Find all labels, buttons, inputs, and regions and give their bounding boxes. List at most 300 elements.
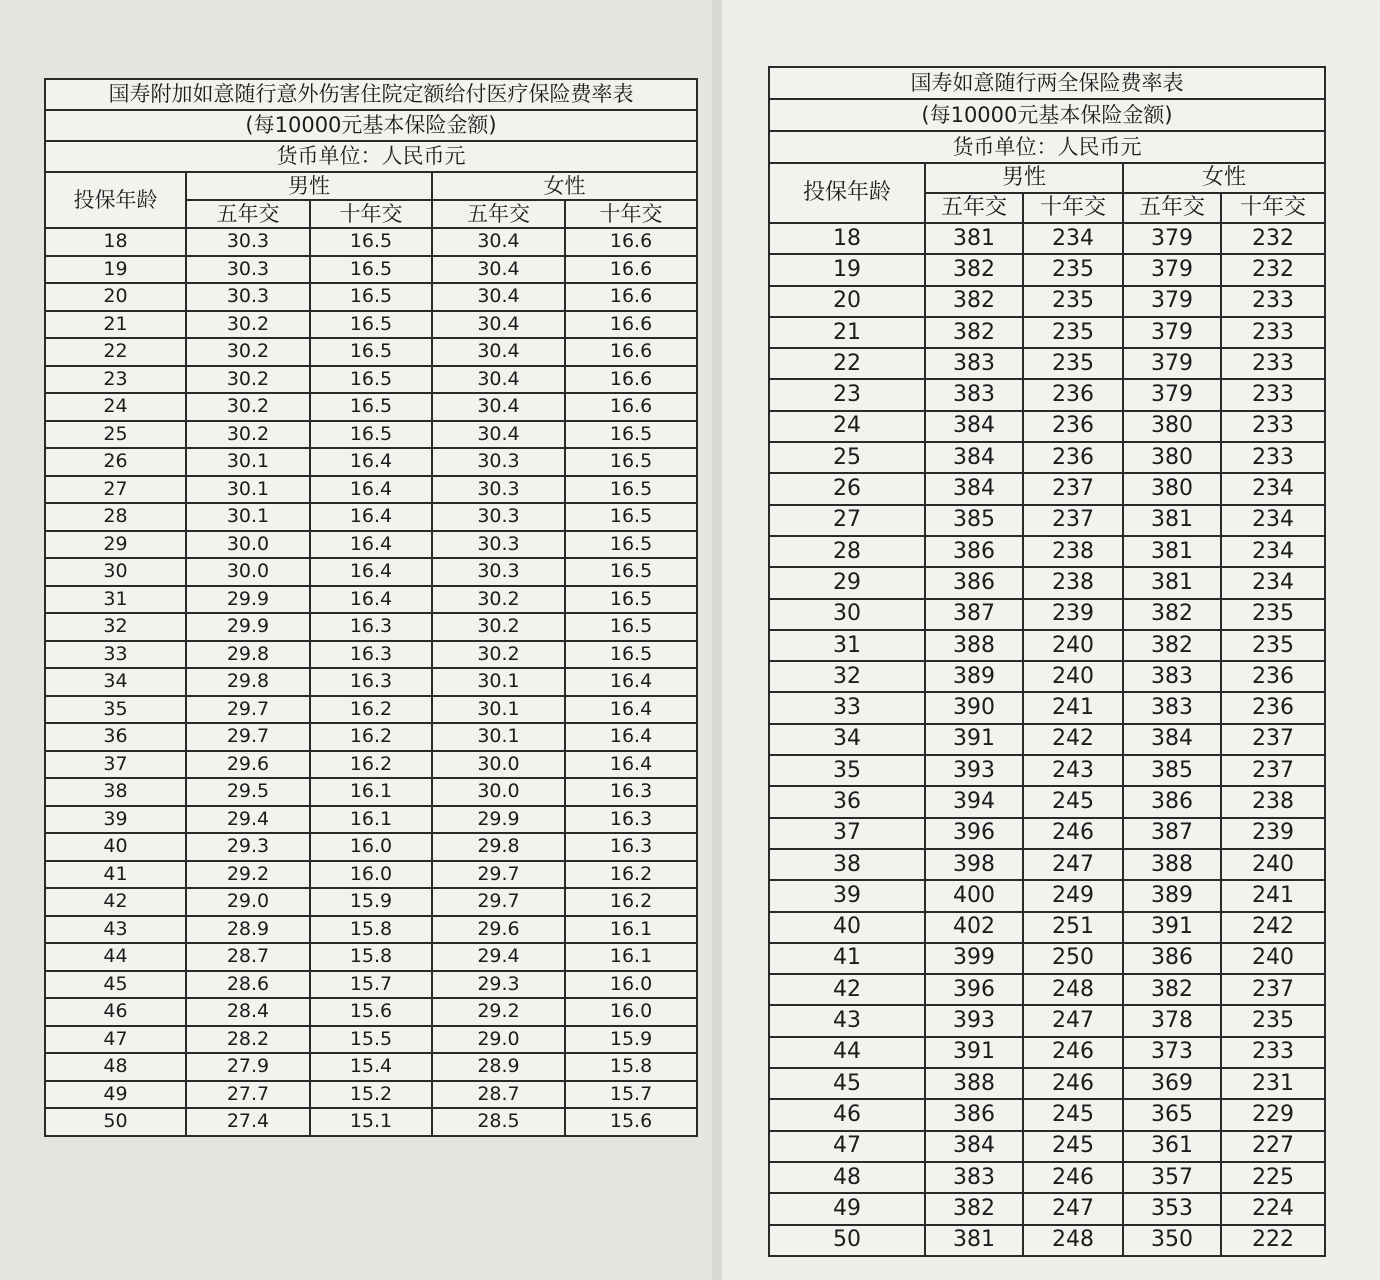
male-ten-year-cell: 16.3 xyxy=(310,668,432,696)
table-row xyxy=(769,818,1325,849)
female-ten-year-cell: 232 xyxy=(1221,223,1325,254)
table-row xyxy=(45,448,697,476)
female-ten-year-cell: 15.7 xyxy=(565,1081,697,1109)
table-row xyxy=(45,916,697,944)
female-ten-year-cell: 15.9 xyxy=(565,1026,697,1054)
male-five-year-cell: 386 xyxy=(925,567,1023,598)
table-row xyxy=(45,971,697,999)
table-row xyxy=(769,849,1325,880)
table-row xyxy=(45,888,697,916)
female-ten-year-cell: 16.4 xyxy=(565,696,697,724)
table-row xyxy=(45,421,697,449)
male-ten-year-cell: 15.5 xyxy=(310,1026,432,1054)
table-row xyxy=(769,786,1325,817)
female-header: 女性 xyxy=(432,172,697,200)
female-five-year-cell: 30.4 xyxy=(432,421,565,449)
female-ten-year-cell: 16.5 xyxy=(565,503,697,531)
male-header: 男性 xyxy=(925,163,1123,193)
male-five-year-cell: 388 xyxy=(925,630,1023,661)
age-cell: 34 xyxy=(769,724,925,755)
table-row xyxy=(45,476,697,504)
male-five-year-cell: 29.4 xyxy=(186,806,310,834)
female-five-year-cell: 378 xyxy=(1123,1005,1221,1036)
male-ten-year-cell: 249 xyxy=(1023,880,1123,911)
male-ten-year-cell: 16.3 xyxy=(310,613,432,641)
female-ten-year-cell: 16.5 xyxy=(565,613,697,641)
male-ten-year-cell: 16.1 xyxy=(310,806,432,834)
age-cell: 37 xyxy=(45,751,186,779)
female-ten-year-cell: 231 xyxy=(1221,1068,1325,1099)
table-row xyxy=(45,311,697,339)
table-row xyxy=(45,641,697,669)
female-five-year-cell: 30.0 xyxy=(432,778,565,806)
table-row xyxy=(769,379,1325,410)
female-ten-year-cell: 240 xyxy=(1221,849,1325,880)
table-row xyxy=(769,692,1325,723)
table-title: 国寿附加如意随行意外伤害住院定额给付医疗保险费率表 xyxy=(45,79,697,110)
table-row xyxy=(769,411,1325,442)
female-five-year-cell: 361 xyxy=(1123,1131,1221,1162)
female-ten-year-cell: 237 xyxy=(1221,974,1325,1005)
female-ten-year-cell: 16.3 xyxy=(565,778,697,806)
male-five-year-cell: 30.2 xyxy=(186,393,310,421)
female-ten-year-cell: 16.6 xyxy=(565,311,697,339)
age-cell: 22 xyxy=(769,348,925,379)
female-five-year-cell: 385 xyxy=(1123,755,1221,786)
female-five-year-cell: 379 xyxy=(1123,348,1221,379)
age-cell: 49 xyxy=(769,1193,925,1224)
female-ten-year-cell: 16.2 xyxy=(565,861,697,889)
male-five-year-cell: 30.1 xyxy=(186,448,310,476)
male-ten-year-cell: 251 xyxy=(1023,912,1123,943)
table-row xyxy=(769,661,1325,692)
female-ten-year-cell: 224 xyxy=(1221,1193,1325,1224)
age-cell: 37 xyxy=(769,818,925,849)
table-row xyxy=(769,912,1325,943)
age-cell: 36 xyxy=(769,786,925,817)
age-header: 投保年龄 xyxy=(45,172,186,228)
male-five-year-cell: 30.0 xyxy=(186,558,310,586)
age-cell: 36 xyxy=(45,723,186,751)
table-row xyxy=(769,317,1325,348)
female-ten-year-cell: 233 xyxy=(1221,1037,1325,1068)
female-five-year-cell: 30.2 xyxy=(432,641,565,669)
female-five-year-cell: 350 xyxy=(1123,1225,1221,1256)
male-ten-year-cell: 16.4 xyxy=(310,531,432,559)
age-cell: 26 xyxy=(45,448,186,476)
female-five-year-cell: 379 xyxy=(1123,254,1221,285)
age-cell: 47 xyxy=(769,1131,925,1162)
age-cell: 33 xyxy=(769,692,925,723)
table-row xyxy=(769,1068,1325,1099)
male-five-year-cell: 382 xyxy=(925,317,1023,348)
female-ten-year-cell: 236 xyxy=(1221,661,1325,692)
table-title: 国寿如意随行两全保险费率表 xyxy=(769,67,1325,99)
age-cell: 30 xyxy=(769,599,925,630)
female-five-year-cell: 29.3 xyxy=(432,971,565,999)
table-row xyxy=(45,1026,697,1054)
male-five-year-cell: 384 xyxy=(925,473,1023,504)
female-ten-year-cell: 234 xyxy=(1221,567,1325,598)
age-cell: 33 xyxy=(45,641,186,669)
female-five-year-cell: 28.9 xyxy=(432,1053,565,1081)
male-ten-year-cell: 16.5 xyxy=(310,421,432,449)
male-five-year-cell: 386 xyxy=(925,1099,1023,1130)
female-five-year-cell: 384 xyxy=(1123,724,1221,755)
female-five-year-cell: 379 xyxy=(1123,379,1221,410)
male-five-year-cell: 391 xyxy=(925,724,1023,755)
female-five-year-cell: 357 xyxy=(1123,1162,1221,1193)
age-cell: 32 xyxy=(45,613,186,641)
table-row xyxy=(45,366,697,394)
age-cell: 28 xyxy=(769,536,925,567)
table-row xyxy=(769,943,1325,974)
age-cell: 45 xyxy=(769,1068,925,1099)
male-five-year-cell: 391 xyxy=(925,1037,1023,1068)
table-row xyxy=(45,393,697,421)
male-five-year-cell: 28.4 xyxy=(186,998,310,1026)
male-ten-year-cell: 243 xyxy=(1023,755,1123,786)
age-cell: 50 xyxy=(45,1108,186,1136)
female-ten-year-cell: 16.6 xyxy=(565,256,697,284)
male-five-year-header: 五年交 xyxy=(925,193,1023,223)
male-five-year-cell: 29.0 xyxy=(186,888,310,916)
male-five-year-cell: 28.7 xyxy=(186,943,310,971)
male-ten-year-cell: 16.5 xyxy=(310,393,432,421)
female-ten-year-cell: 16.6 xyxy=(565,366,697,394)
female-ten-year-cell: 16.5 xyxy=(565,448,697,476)
currency-unit: 货币单位：人民币元 xyxy=(769,131,1325,163)
female-five-year-cell: 30.2 xyxy=(432,586,565,614)
male-five-year-cell: 394 xyxy=(925,786,1023,817)
right-rate-table xyxy=(768,66,1326,1257)
male-five-year-cell: 384 xyxy=(925,442,1023,473)
male-five-year-cell: 390 xyxy=(925,692,1023,723)
male-five-year-cell: 387 xyxy=(925,599,1023,630)
age-cell: 23 xyxy=(45,366,186,394)
male-five-year-cell: 393 xyxy=(925,1005,1023,1036)
female-five-year-cell: 386 xyxy=(1123,786,1221,817)
table-row xyxy=(45,668,697,696)
table-row xyxy=(769,536,1325,567)
table-row xyxy=(769,1193,1325,1224)
age-cell: 48 xyxy=(45,1053,186,1081)
table-row xyxy=(45,283,697,311)
female-five-year-cell: 30.4 xyxy=(432,256,565,284)
male-five-year-cell: 398 xyxy=(925,849,1023,880)
table-row xyxy=(45,1108,697,1136)
male-ten-year-cell: 245 xyxy=(1023,1099,1123,1130)
male-ten-year-cell: 247 xyxy=(1023,849,1123,880)
male-five-year-cell: 29.7 xyxy=(186,723,310,751)
female-ten-year-cell: 234 xyxy=(1221,536,1325,567)
male-five-year-cell: 29.3 xyxy=(186,833,310,861)
male-ten-year-cell: 16.5 xyxy=(310,338,432,366)
female-ten-year-cell: 238 xyxy=(1221,786,1325,817)
female-five-year-cell: 379 xyxy=(1123,286,1221,317)
female-five-year-cell: 28.5 xyxy=(432,1108,565,1136)
table-row xyxy=(769,755,1325,786)
male-five-year-cell: 386 xyxy=(925,536,1023,567)
male-five-year-cell: 30.2 xyxy=(186,338,310,366)
female-five-year-cell: 30.4 xyxy=(432,393,565,421)
table-row xyxy=(45,558,697,586)
age-cell: 35 xyxy=(45,696,186,724)
age-cell: 18 xyxy=(45,228,186,256)
female-five-year-cell: 29.9 xyxy=(432,806,565,834)
female-five-year-cell: 28.7 xyxy=(432,1081,565,1109)
table-row xyxy=(769,599,1325,630)
female-ten-year-cell: 16.1 xyxy=(565,943,697,971)
male-five-year-cell: 382 xyxy=(925,286,1023,317)
male-five-year-cell: 27.7 xyxy=(186,1081,310,1109)
age-cell: 21 xyxy=(45,311,186,339)
male-five-year-cell: 29.5 xyxy=(186,778,310,806)
male-five-year-cell: 381 xyxy=(925,223,1023,254)
male-ten-year-cell: 240 xyxy=(1023,630,1123,661)
male-five-year-cell: 29.8 xyxy=(186,668,310,696)
table-row xyxy=(769,1099,1325,1130)
female-ten-year-cell: 242 xyxy=(1221,912,1325,943)
female-five-year-cell: 386 xyxy=(1123,943,1221,974)
female-five-year-cell: 30.4 xyxy=(432,228,565,256)
female-ten-year-cell: 227 xyxy=(1221,1131,1325,1162)
female-five-year-cell: 29.0 xyxy=(432,1026,565,1054)
male-ten-year-cell: 16.4 xyxy=(310,476,432,504)
female-five-year-cell: 381 xyxy=(1123,567,1221,598)
female-ten-year-cell: 233 xyxy=(1221,286,1325,317)
male-ten-year-cell: 246 xyxy=(1023,1162,1123,1193)
female-five-year-cell: 388 xyxy=(1123,849,1221,880)
female-five-year-cell: 30.2 xyxy=(432,613,565,641)
male-five-year-cell: 399 xyxy=(925,943,1023,974)
age-cell: 41 xyxy=(45,861,186,889)
age-cell: 31 xyxy=(45,586,186,614)
female-ten-year-cell: 16.6 xyxy=(565,283,697,311)
table-row xyxy=(45,531,697,559)
female-header: 女性 xyxy=(1123,163,1325,193)
age-cell: 44 xyxy=(45,943,186,971)
female-five-year-cell: 29.4 xyxy=(432,943,565,971)
male-five-year-cell: 28.6 xyxy=(186,971,310,999)
male-ten-year-cell: 16.4 xyxy=(310,558,432,586)
table-row xyxy=(45,1081,697,1109)
table-row xyxy=(769,348,1325,379)
male-ten-year-cell: 15.4 xyxy=(310,1053,432,1081)
female-five-year-cell: 381 xyxy=(1123,505,1221,536)
female-ten-year-cell: 235 xyxy=(1221,599,1325,630)
male-ten-year-cell: 242 xyxy=(1023,724,1123,755)
age-cell: 42 xyxy=(45,888,186,916)
female-ten-year-cell: 233 xyxy=(1221,348,1325,379)
male-ten-year-cell: 235 xyxy=(1023,286,1123,317)
table-row xyxy=(769,1037,1325,1068)
male-five-year-cell: 27.4 xyxy=(186,1108,310,1136)
female-five-year-header: 五年交 xyxy=(1123,193,1221,223)
female-five-year-cell: 30.3 xyxy=(432,531,565,559)
table-row xyxy=(45,861,697,889)
male-ten-year-cell: 246 xyxy=(1023,1068,1123,1099)
female-five-year-cell: 30.3 xyxy=(432,558,565,586)
female-five-year-cell: 30.4 xyxy=(432,338,565,366)
female-five-year-cell: 30.3 xyxy=(432,476,565,504)
male-ten-year-cell: 16.1 xyxy=(310,778,432,806)
female-five-year-cell: 380 xyxy=(1123,473,1221,504)
age-cell: 28 xyxy=(45,503,186,531)
female-ten-year-cell: 16.1 xyxy=(565,916,697,944)
male-ten-year-cell: 16.2 xyxy=(310,723,432,751)
male-ten-year-cell: 237 xyxy=(1023,505,1123,536)
age-cell: 47 xyxy=(45,1026,186,1054)
male-ten-year-cell: 236 xyxy=(1023,442,1123,473)
female-five-year-cell: 382 xyxy=(1123,630,1221,661)
table-row xyxy=(45,338,697,366)
male-ten-year-cell: 240 xyxy=(1023,661,1123,692)
age-cell: 34 xyxy=(45,668,186,696)
age-cell: 19 xyxy=(769,254,925,285)
male-ten-year-cell: 16.5 xyxy=(310,311,432,339)
female-five-year-cell: 30.3 xyxy=(432,448,565,476)
age-cell: 44 xyxy=(769,1037,925,1068)
female-five-year-cell: 383 xyxy=(1123,661,1221,692)
female-five-year-cell: 369 xyxy=(1123,1068,1221,1099)
age-cell: 50 xyxy=(769,1225,925,1256)
female-five-year-cell: 382 xyxy=(1123,974,1221,1005)
age-cell: 35 xyxy=(769,755,925,786)
table-row xyxy=(769,880,1325,911)
male-five-year-cell: 29.6 xyxy=(186,751,310,779)
male-five-year-cell: 402 xyxy=(925,912,1023,943)
female-ten-year-cell: 233 xyxy=(1221,411,1325,442)
male-ten-year-cell: 247 xyxy=(1023,1005,1123,1036)
male-five-year-cell: 383 xyxy=(925,348,1023,379)
female-five-year-cell: 30.4 xyxy=(432,283,565,311)
table-subtitle: (每10000元基本保险金额) xyxy=(769,99,1325,131)
male-five-year-cell: 29.8 xyxy=(186,641,310,669)
female-five-year-cell: 29.8 xyxy=(432,833,565,861)
male-five-year-cell: 384 xyxy=(925,1131,1023,1162)
female-ten-year-cell: 16.3 xyxy=(565,806,697,834)
male-five-year-cell: 400 xyxy=(925,880,1023,911)
male-five-year-cell: 384 xyxy=(925,411,1023,442)
female-ten-year-cell: 232 xyxy=(1221,254,1325,285)
age-cell: 29 xyxy=(45,531,186,559)
age-cell: 29 xyxy=(769,567,925,598)
female-ten-year-cell: 16.6 xyxy=(565,228,697,256)
female-ten-year-cell: 235 xyxy=(1221,1005,1325,1036)
female-ten-year-cell: 16.0 xyxy=(565,998,697,1026)
male-ten-year-cell: 15.9 xyxy=(310,888,432,916)
table-row xyxy=(769,1162,1325,1193)
male-ten-year-cell: 239 xyxy=(1023,599,1123,630)
table-row xyxy=(769,1131,1325,1162)
female-five-year-cell: 29.2 xyxy=(432,998,565,1026)
male-ten-year-cell: 248 xyxy=(1023,974,1123,1005)
female-five-year-cell: 383 xyxy=(1123,692,1221,723)
table-row xyxy=(769,223,1325,254)
male-ten-year-cell: 16.3 xyxy=(310,641,432,669)
table-row xyxy=(45,586,697,614)
male-five-year-cell: 30.1 xyxy=(186,503,310,531)
male-ten-year-cell: 246 xyxy=(1023,818,1123,849)
age-cell: 27 xyxy=(45,476,186,504)
male-five-year-cell: 29.9 xyxy=(186,613,310,641)
age-cell: 38 xyxy=(769,849,925,880)
male-ten-year-cell: 247 xyxy=(1023,1193,1123,1224)
female-five-year-cell: 365 xyxy=(1123,1099,1221,1130)
male-ten-year-cell: 238 xyxy=(1023,567,1123,598)
age-cell: 39 xyxy=(769,880,925,911)
female-five-year-cell: 379 xyxy=(1123,223,1221,254)
female-five-year-cell: 373 xyxy=(1123,1037,1221,1068)
male-ten-year-cell: 15.2 xyxy=(310,1081,432,1109)
male-five-year-cell: 28.9 xyxy=(186,916,310,944)
table-row xyxy=(45,503,697,531)
male-ten-year-cell: 15.1 xyxy=(310,1108,432,1136)
female-ten-year-cell: 237 xyxy=(1221,724,1325,755)
male-ten-year-cell: 16.4 xyxy=(310,586,432,614)
table-row xyxy=(45,778,697,806)
female-five-year-cell: 29.7 xyxy=(432,861,565,889)
male-five-year-cell: 30.2 xyxy=(186,311,310,339)
female-five-year-cell: 29.7 xyxy=(432,888,565,916)
table-row xyxy=(769,630,1325,661)
age-header: 投保年龄 xyxy=(769,163,925,223)
age-cell: 32 xyxy=(769,661,925,692)
age-cell: 26 xyxy=(769,473,925,504)
male-five-year-cell: 30.2 xyxy=(186,366,310,394)
female-five-year-cell: 30.1 xyxy=(432,668,565,696)
table-row xyxy=(45,1053,697,1081)
male-ten-year-cell: 246 xyxy=(1023,1037,1123,1068)
table-row xyxy=(769,473,1325,504)
male-five-year-cell: 396 xyxy=(925,818,1023,849)
male-ten-year-cell: 16.5 xyxy=(310,366,432,394)
male-five-year-cell: 382 xyxy=(925,1193,1023,1224)
female-five-year-cell: 30.4 xyxy=(432,311,565,339)
female-ten-year-cell: 235 xyxy=(1221,630,1325,661)
male-ten-year-cell: 250 xyxy=(1023,943,1123,974)
table-row xyxy=(45,833,697,861)
male-five-year-cell: 385 xyxy=(925,505,1023,536)
table-row xyxy=(45,943,697,971)
male-ten-year-cell: 16.0 xyxy=(310,861,432,889)
male-ten-year-header: 十年交 xyxy=(1023,193,1123,223)
male-five-year-cell: 30.0 xyxy=(186,531,310,559)
male-five-year-cell: 30.2 xyxy=(186,421,310,449)
age-cell: 25 xyxy=(769,442,925,473)
male-five-year-cell: 396 xyxy=(925,974,1023,1005)
table-row xyxy=(769,567,1325,598)
table-row xyxy=(769,505,1325,536)
age-cell: 45 xyxy=(45,971,186,999)
female-ten-year-header: 十年交 xyxy=(565,200,697,228)
table-row xyxy=(45,806,697,834)
table-row xyxy=(45,228,697,256)
male-five-year-cell: 28.2 xyxy=(186,1026,310,1054)
left-rate-table xyxy=(44,78,698,1137)
male-ten-year-cell: 241 xyxy=(1023,692,1123,723)
table-row xyxy=(45,723,697,751)
female-ten-year-cell: 222 xyxy=(1221,1225,1325,1256)
female-ten-year-cell: 15.8 xyxy=(565,1053,697,1081)
male-ten-year-cell: 235 xyxy=(1023,254,1123,285)
male-five-year-cell: 382 xyxy=(925,254,1023,285)
male-five-year-cell: 389 xyxy=(925,661,1023,692)
male-ten-year-cell: 236 xyxy=(1023,379,1123,410)
right-sheet xyxy=(722,0,1380,1280)
age-cell: 43 xyxy=(769,1005,925,1036)
